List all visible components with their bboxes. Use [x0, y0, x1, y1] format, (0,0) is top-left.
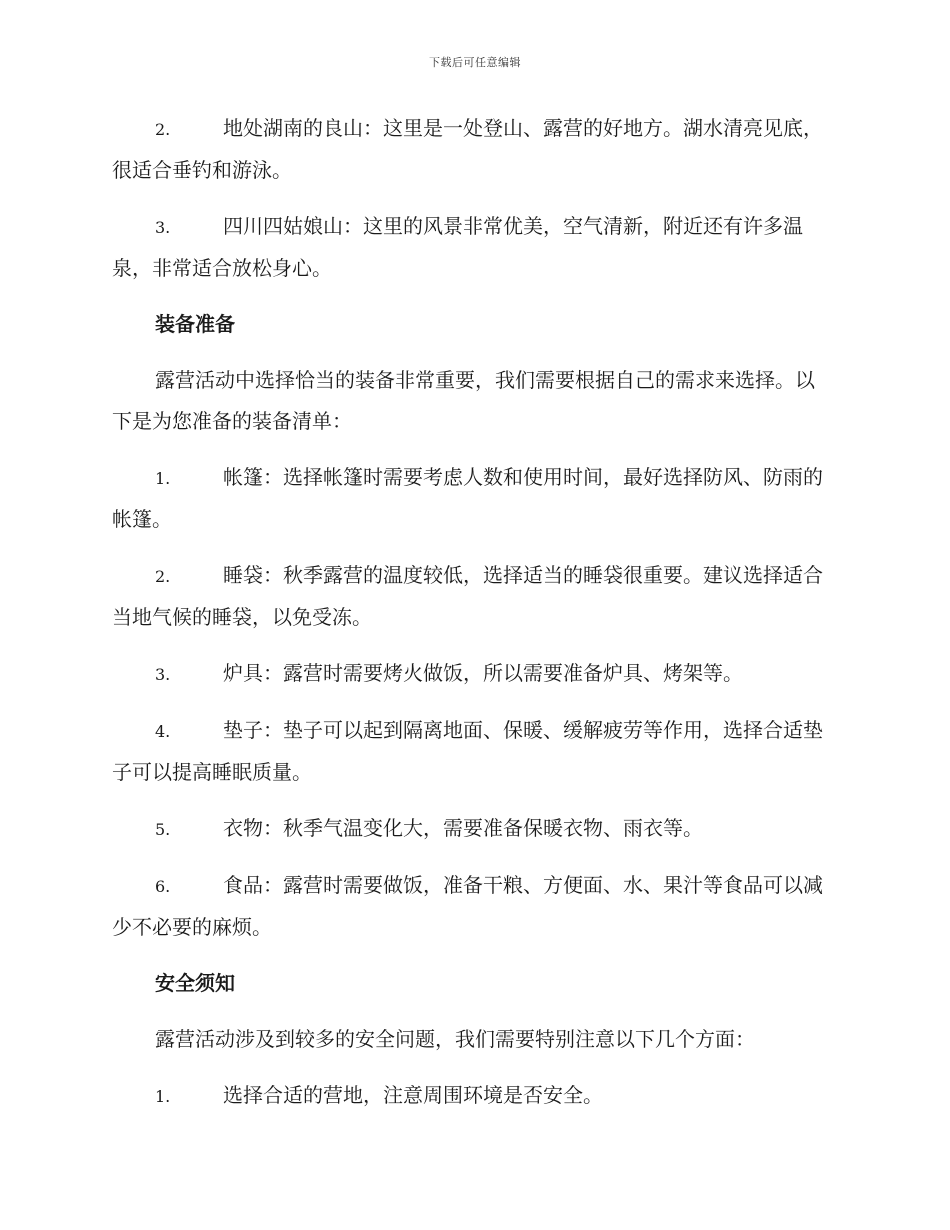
list-text: 睡袋：秋季露营的温度较低，选择适当的睡袋很重要。建议选择适合当地气候的睡袋，以免受冻。 [112, 563, 823, 629]
list-number: 5. [155, 820, 171, 839]
list-text: 地处湖南的良山：这里是一处登山、露营的好地方。湖水清亮见底，很适合垂钓和游泳。 [112, 116, 823, 182]
list-number: 3. [155, 218, 171, 237]
list-item [112, 108, 832, 191]
list-item [112, 653, 832, 695]
list-text: 衣物：秋季气温变化大，需要准备保暖衣物、雨衣等。 [223, 816, 703, 840]
list-number: 1. [155, 469, 171, 488]
list-text: 炉具：露营时需要烤火做饭，所以需要准备炉具、烤架等。 [223, 661, 743, 685]
list-item [112, 710, 832, 793]
safety-intro: 露营活动涉及到较多的安全问题，我们需要特别注意以下几个方面： [155, 1027, 755, 1051]
list-text: 选择合适的营地，注意周围环境是否安全。 [223, 1083, 603, 1107]
page-header: 下载后可任意编辑 [429, 56, 521, 69]
list-item [112, 808, 832, 850]
list-number: 3. [155, 665, 171, 684]
list-number: 6. [155, 877, 171, 896]
list-text: 食品：露营时需要做饭，准备干粮、方便面、水、果汁等食品可以减少不必要的麻烦。 [112, 873, 823, 939]
list-item [112, 1075, 832, 1117]
list-number: 2. [155, 120, 171, 139]
list-number: 1. [155, 1087, 171, 1106]
list-text: 四川四姑娘山：这里的风景非常优美，空气清新，附近还有许多温泉，非常适合放松身心。 [112, 214, 803, 280]
section-heading-equipment: 装备准备 [155, 312, 235, 336]
list-number: 4. [155, 722, 171, 741]
list-item [112, 457, 832, 540]
equipment-intro: 露营活动中选择恰当的装备非常重要，我们需要根据自己的需求来选择。以下是为您准备的装备清单： [112, 368, 815, 433]
list-text: 垫子：垫子可以起到隔离地面、保暖、缓解疲劳等作用，选择合适垫子可以提高睡眠质量。 [112, 718, 823, 784]
list-number: 2. [155, 567, 171, 586]
document-body [112, 108, 832, 1132]
section-heading-safety: 安全须知 [155, 971, 235, 995]
list-item [112, 555, 832, 638]
list-item [112, 206, 832, 289]
list-item [112, 865, 832, 948]
list-text: 帐篷：选择帐篷时需要考虑人数和使用时间，最好选择防风、防雨的帐篷。 [112, 465, 823, 531]
